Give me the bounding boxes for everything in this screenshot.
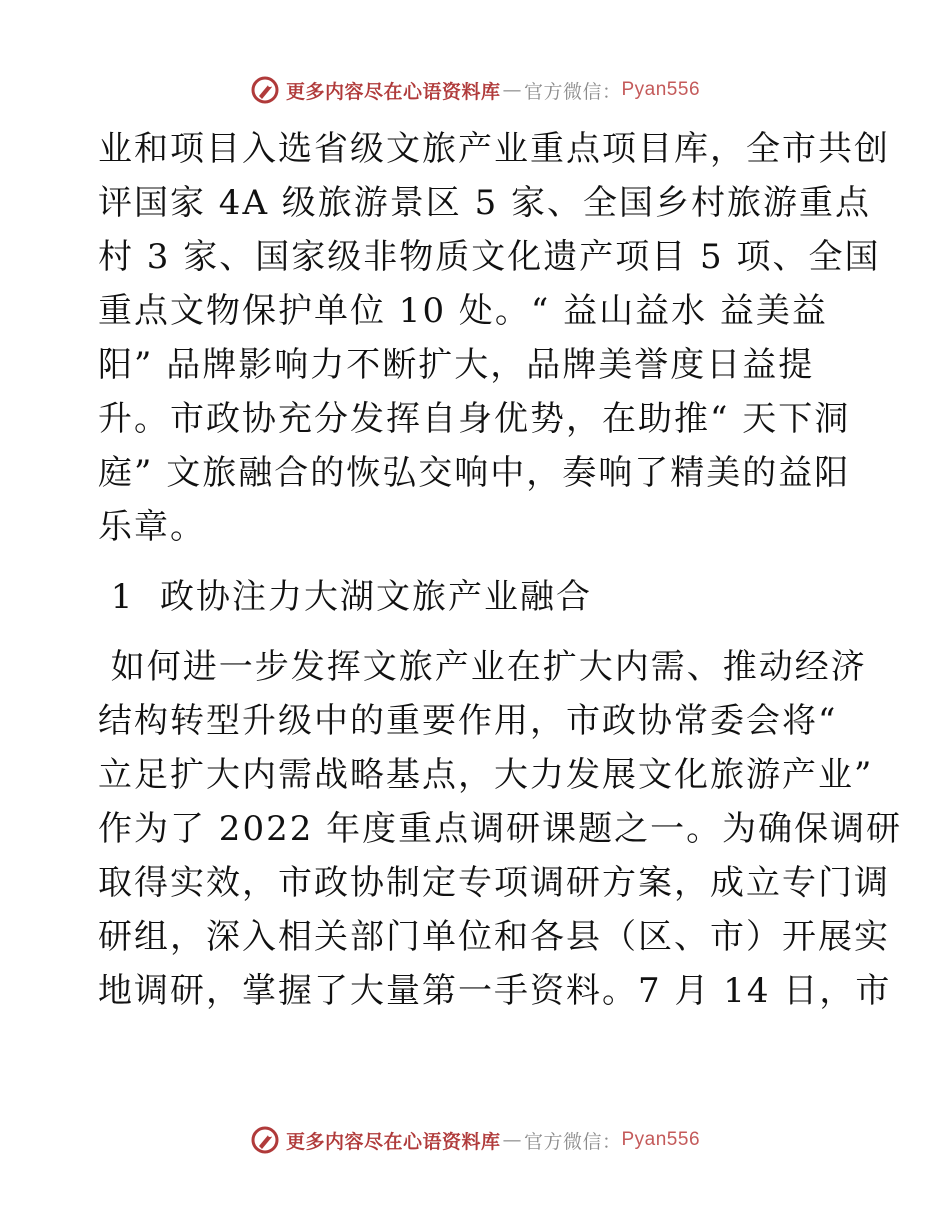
section-heading: 1 政协注力大湖文旅产业融合 bbox=[98, 577, 593, 617]
watermark-label: 官方微信： bbox=[523, 80, 622, 103]
text-line: 升。市政协充分发挥自身优势，在助推“ 天下洞 bbox=[98, 399, 851, 439]
header-watermark bbox=[0, 70, 950, 110]
text-line: 作为了 2022 年度重点调研课题之一。为确保调研 bbox=[98, 809, 903, 849]
text-line: 乐章。 bbox=[98, 507, 206, 547]
text-line: 业和项目入选省级文旅产业重点项目库，全市共创 bbox=[98, 129, 890, 169]
text-line: 重点文物保护单位 10 处。“ 益山益水 益美益 bbox=[98, 291, 828, 331]
watermark-brand: 更多内容尽在心语资料库 bbox=[285, 1130, 501, 1153]
fountain-pen-logo-icon bbox=[250, 75, 280, 105]
text-line: 立足扩大内需战略基点，大力发展文化旅游产业” bbox=[98, 755, 874, 795]
watermark-dash: — bbox=[502, 79, 522, 101]
spacer bbox=[98, 554, 858, 570]
paragraph-2 bbox=[98, 640, 903, 1018]
document-body bbox=[98, 122, 903, 1018]
watermark-label: 官方微信： bbox=[523, 1130, 622, 1153]
text-line: 研组，深入相关部门单位和各县（区、市）开展实 bbox=[98, 917, 890, 957]
watermark-brand: 更多内容尽在心语资料库 bbox=[285, 80, 501, 103]
text-line: 阳” 品牌影响力不断扩大，品牌美誉度日益提 bbox=[98, 345, 815, 385]
text-line: 如何进一步发挥文旅产业在扩大内需、推动经济 bbox=[98, 647, 867, 687]
watermark-wechat-id: Pyan556 bbox=[621, 79, 701, 100]
footer-watermark bbox=[0, 1120, 950, 1160]
text-line: 地调研，掌握了大量第一手资料。7 月 14 日，市 bbox=[98, 971, 892, 1011]
watermark-wechat-id: Pyan556 bbox=[621, 1129, 701, 1150]
text-line: 村 3 家、国家级非物质文化遗产项目 5 项、全国 bbox=[98, 237, 881, 277]
text-line: 取得实效，市政协制定专项调研方案，成立专门调 bbox=[98, 863, 890, 903]
spacer bbox=[98, 624, 858, 640]
text-line: 评国家 4A 级旅游景区 5 家、全国乡村旅游重点 bbox=[98, 183, 872, 223]
watermark-dash: — bbox=[502, 1129, 522, 1151]
text-line: 结构转型升级中的重要作用，市政协常委会将“ bbox=[98, 701, 838, 741]
text-line: 庭” 文旅融合的恢弘交响中，奏响了精美的益阳 bbox=[98, 453, 851, 493]
fountain-pen-logo-icon bbox=[250, 1125, 280, 1155]
paragraph-1 bbox=[98, 122, 890, 554]
